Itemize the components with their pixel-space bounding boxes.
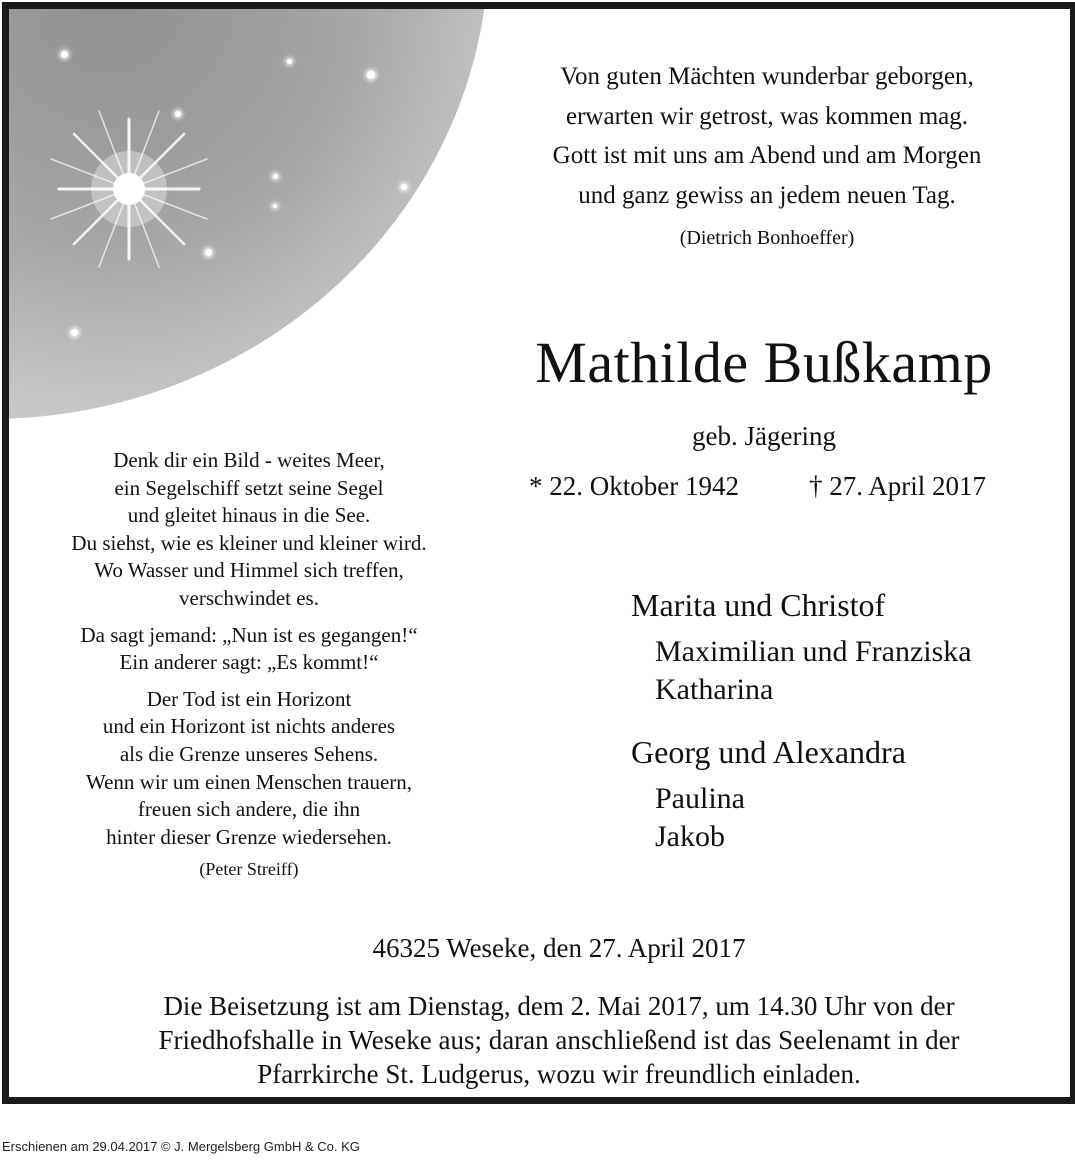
funeral-notice [49,989,1069,1091]
obituary-frame [2,2,1075,1104]
poem-line: Der Tod ist ein Horizont [146,686,352,711]
poem-line: Wenn wir um einen Menschen trauern, [85,769,413,794]
quote-line: erwarten wir getrost, was kommen mag. [566,102,968,130]
poem-line: Wo Wasser und Himmel sich treffen, [94,558,404,583]
publication-footer: Erschienen am 29.04.2017 © J. Mergelsberg GmbH & Co. KG [2,1139,360,1154]
birth-name: geb. Jägering [692,421,836,451]
shining-star-icon [29,89,229,289]
family-list [631,585,972,856]
grandchild: Paulina [655,782,745,815]
poem-line: ein Segelschiff setzt seine Segel [114,475,384,500]
grandchild: Jakob [655,820,725,853]
grandchild: Maximilian und Franziska [655,635,972,668]
place-and-date: 46325 Weseke, den 27. April 2017 [372,933,746,963]
bonhoeffer-quote [517,57,1017,250]
funeral-line: Die Beisetzung ist am Dienstag, dem 2. Mai 2017, um 14.30 Uhr von der [163,991,955,1021]
grandchild: Katharina [655,673,774,706]
poem-attribution: (Peter Streiff) [199,859,299,880]
poem-line: Denk dir ein Bild - weites Meer, [113,448,385,472]
poem-line: verschwindet es. [179,585,319,610]
family-member: Marita und Christof [631,587,886,623]
star-dot [367,71,375,79]
poem-line: und ein Horizont ist nichts anderes [102,714,396,739]
quote-line: Von guten Mächten wunderbar geborgen, [560,63,974,90]
quote-line: Gott ist mit uns am Abend und am Morgen [552,142,982,169]
star-dot [463,117,469,123]
star-dot [273,174,278,179]
star-dot [175,111,181,117]
star-dot [287,59,292,64]
poem-line: Ein anderer sagt: „Es kommt!“ [119,650,379,675]
poem-line: hinter dieser Grenze wiedersehen. [106,824,392,849]
birth-date: * 22. Oktober 1942 [529,471,739,501]
star-dot [401,184,407,190]
poem-line: Da sagt jemand: „Nun ist es gegangen!“ [80,622,418,647]
quote-line: und ganz gewiss an jedem neuen Tag. [578,181,956,209]
funeral-line: Friedhofshalle in Weseke aus; daran anschließend ist das Seelenamt in der [158,1025,960,1055]
poem-line: und gleitet hinaus in die See. [127,503,371,528]
streiff-poem [29,447,469,880]
star-dot [273,204,277,208]
poem-line: freuen sich andere, die ihn [137,797,361,822]
poem-line: Du siehst, wie es kleiner und kleiner wird. [71,530,427,555]
quote-attribution: (Dietrich Bonhoeffer) [679,227,855,249]
funeral-line: Pfarrkirche St. Ludgerus, wozu wir freundlich einladen. [257,1059,861,1089]
star-dot [71,329,78,336]
star-dot [61,51,68,58]
star-dot [205,249,212,256]
family-member: Georg und Alexandra [631,734,906,770]
death-date: † 27. April 2017 [809,471,987,501]
poem-line: als die Grenze unseres Sehens. [119,741,379,766]
deceased-name: Mathilde Bußkamp [535,330,993,395]
